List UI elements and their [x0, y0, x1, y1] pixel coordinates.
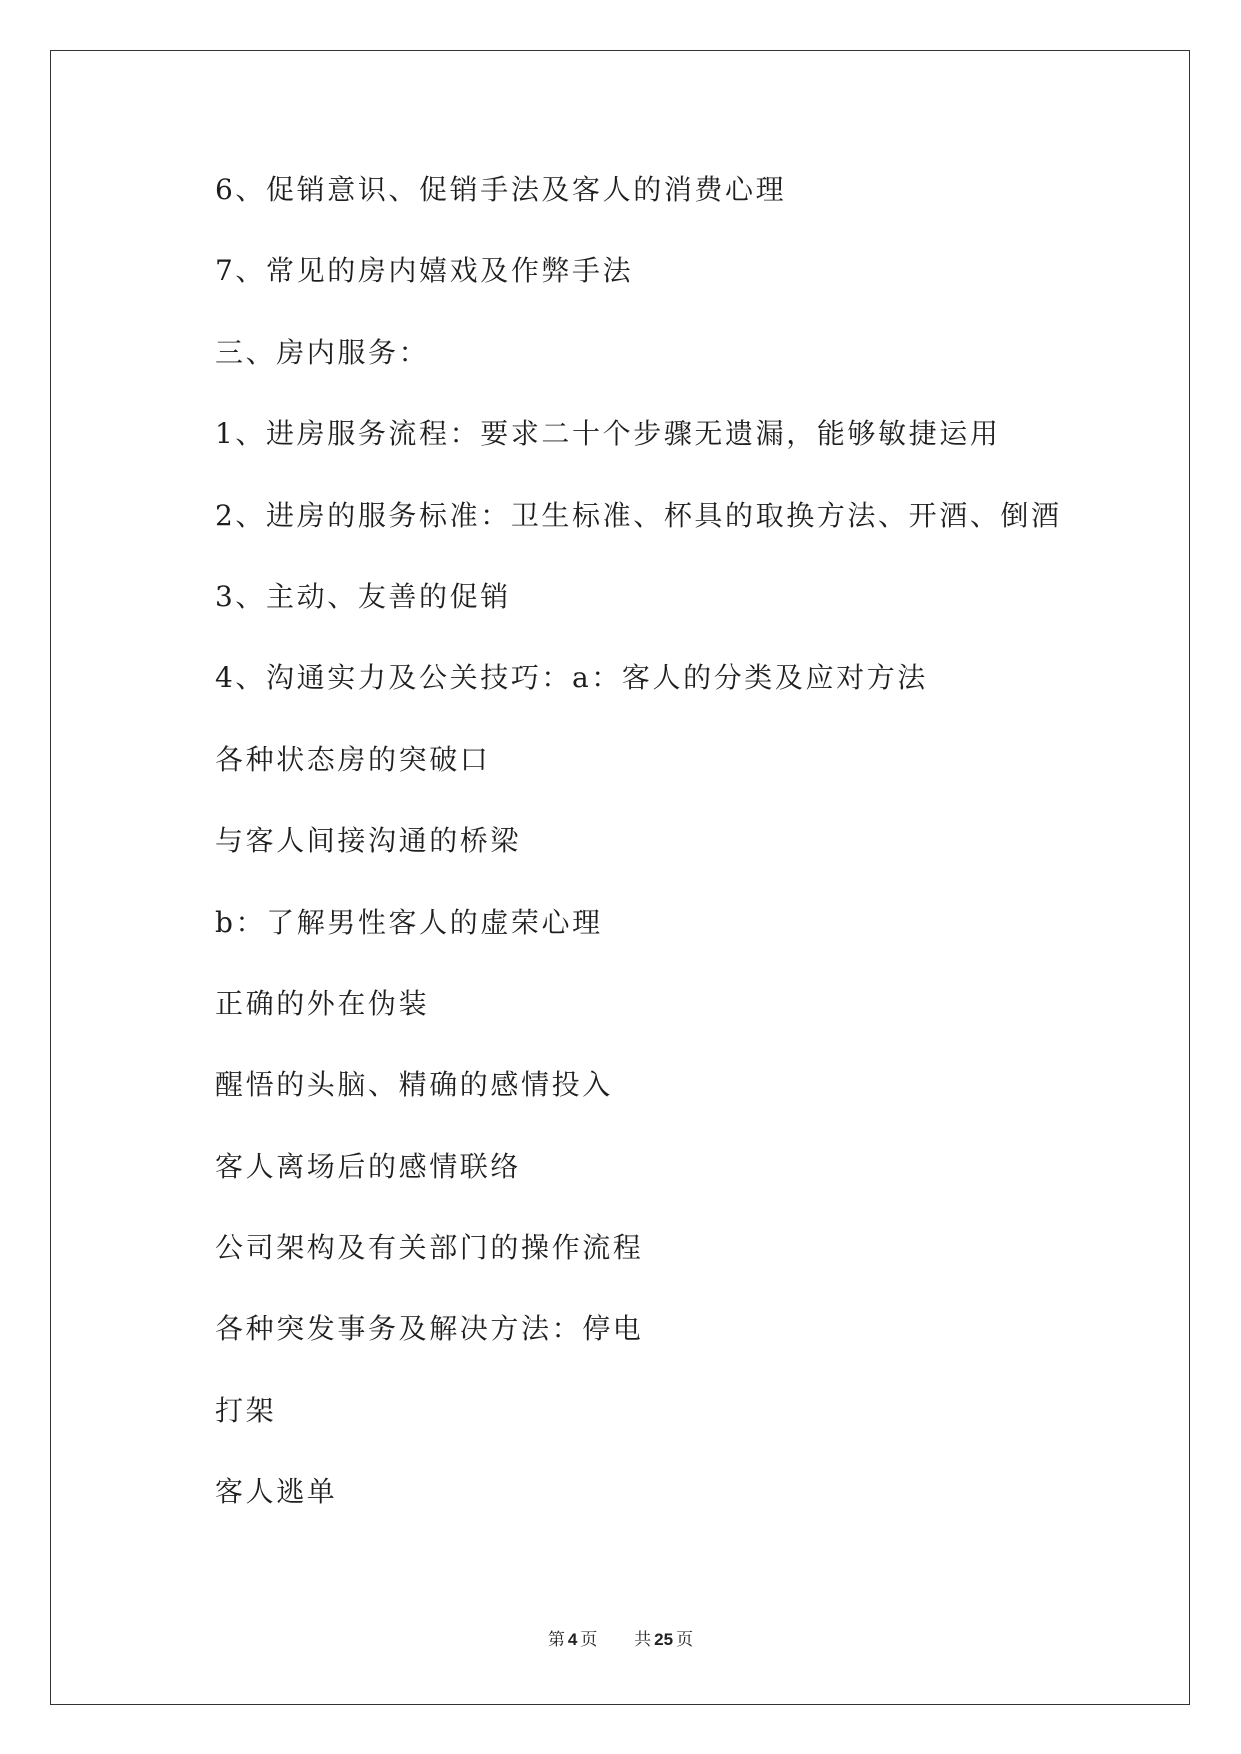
text-line: 打架	[215, 1393, 277, 1427]
total-pages: 25	[654, 1630, 674, 1649]
section-heading: 三、房内服务：	[215, 335, 430, 369]
text-line: 1、进房服务流程：要求二十个步骤无遗漏，能够敏捷运用	[215, 417, 1001, 451]
total-suffix: 页	[676, 1630, 694, 1650]
text-line: 各种突发事务及解决方法：停电	[215, 1312, 644, 1346]
text-line: 客人逃单	[215, 1475, 338, 1509]
text-line: 正确的外在伪装	[215, 986, 430, 1020]
page-number	[548, 1630, 603, 1650]
text-line: 各种状态房的突破口	[215, 742, 491, 776]
page-footer	[0, 1628, 1241, 1652]
text-line: 公司架构及有关部门的操作流程	[215, 1231, 644, 1265]
document-body	[215, 149, 1175, 1533]
text-line: 4、沟通实力及公关技巧：a：客人的分类及应对方法	[215, 661, 928, 695]
text-line: 2、进房的服务标准：卫生标准、杯具的取换方法、开酒、倒酒	[215, 498, 1062, 532]
text-line: 3、主动、友善的促销	[215, 579, 511, 613]
text-line: 客人离场后的感情联络	[215, 1149, 522, 1183]
current-page: 4	[567, 1630, 578, 1649]
text-line: 与客人间接沟通的桥梁	[215, 824, 522, 858]
page-total	[634, 1630, 693, 1650]
text-line: 6、促销意识、促销手法及客人的消费心理	[215, 173, 787, 206]
page-prefix: 第	[547, 1630, 565, 1650]
total-prefix: 共	[634, 1630, 652, 1650]
page-suffix: 页	[580, 1630, 598, 1650]
text-line: b：了解男性客人的虚荣心理	[215, 905, 603, 939]
text-line: 7、常见的房内嬉戏及作弊手法	[215, 254, 634, 288]
text-line: 醒悟的头脑、精确的感情投入	[215, 1068, 613, 1102]
